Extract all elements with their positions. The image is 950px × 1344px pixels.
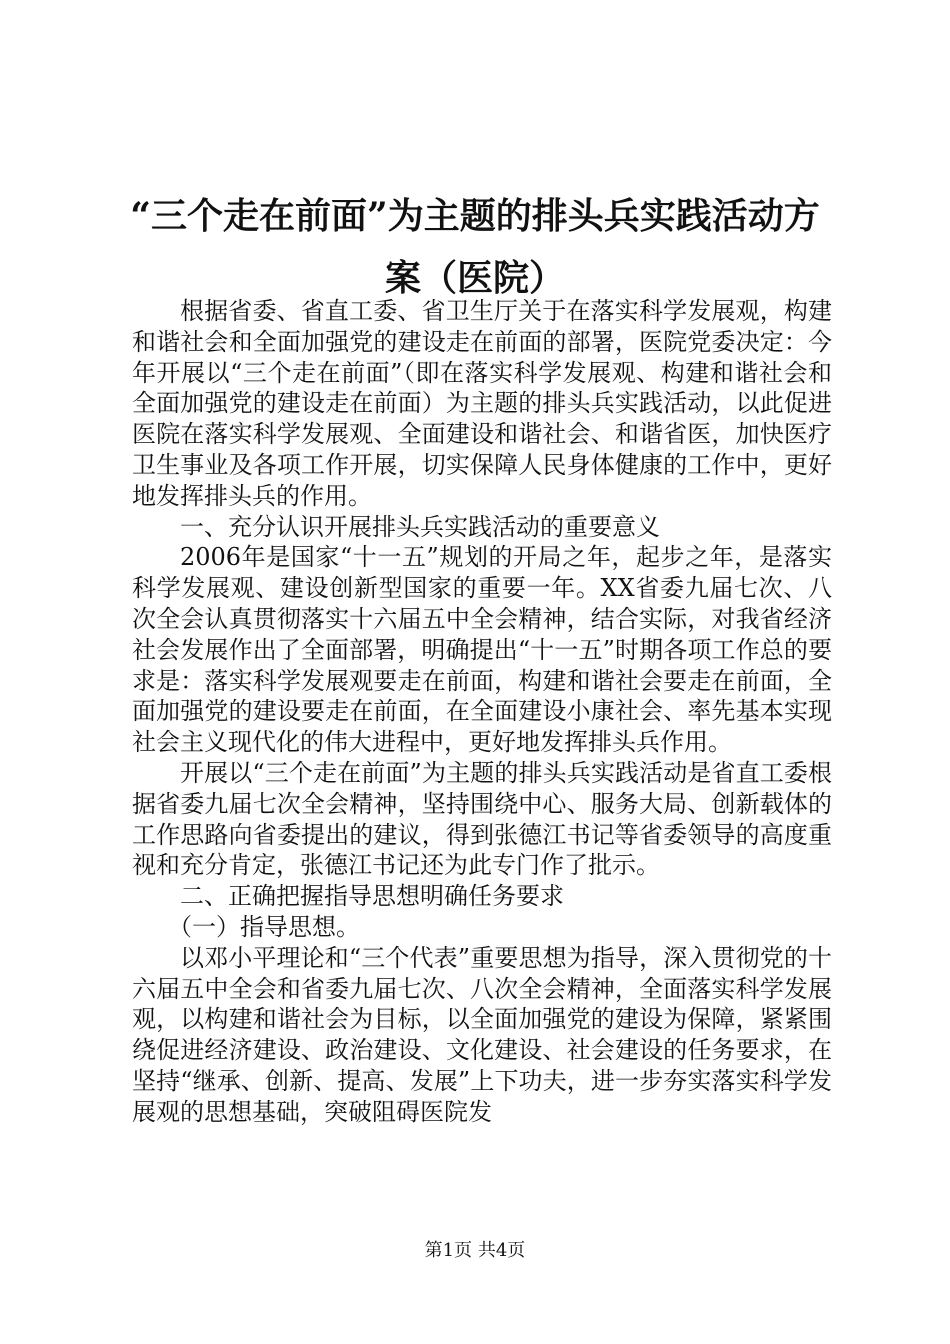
paragraph-activity: 开展以“三个走在前面”为主题的排头兵实践活动是省直工委根据省委九届七次全会精神，坚持围绕中心、服务大局、创新载体的工作思路向省委提出的建议，得到张德江书记等省委领导的高度重视和充分肯定，张德江书记还为此专门作了批示。 — [132, 758, 832, 880]
paragraph-2006: 2006年是国家“十一五”规划的开局之年，起步之年，是落实科学发展观、建设创新型国家的重要一年。XX省委九届七次、八次全会认真贯彻落实十六届五中全会精神，结合实际，对我省经济社会发展作出了全面部署，明确提出“十一五”时期各项工作总的要求是：落实科学发展观要走在前面，构建和谐社会要走在前面，全面加强党的建设要走在前面，在全面建设小康社会、率先基本实现社会主义现代化的伟大进程中，更好地发挥排头兵作用。 — [132, 543, 832, 757]
page-footer: 第1页 共4页 — [424, 1240, 526, 1261]
document-body — [132, 296, 832, 1128]
section-heading-2: 二、正确把握指导思想明确任务要求 — [180, 882, 564, 911]
document-title: “三个走在前面”为主题的排头兵实践活动方案（医院） — [130, 195, 820, 299]
paragraph-guiding-thought: 以邓小平理论和“三个代表”重要思想为指导，深入贯彻党的十六届五中全会和省委九届七次、八次全会精神，全面落实科学发展观，以构建和谐社会为目标，以全面加强党的建设为保障，紧紧围绕促进经济建设、政治建设、文化建设、社会建设的任务要求，在坚持“继承、创新、提高、发展”上下功夫，进一步夯实落实科学发展观的思想基础，突破阻碍医院发 — [132, 943, 832, 1126]
paragraph-intro: 根据省委、省直工委、省卫生厅关于在落实科学发展观，构建和谐社会和全面加强党的建设走在前面的部署，医院党委决定：今年开展以“三个走在前面”（即在落实科学发展观、构建和谐社会和全面加强党的建设走在前面）为主题的排头兵实践活动，以此促进医院在落实科学发展观、全面建设和谐社会、和谐省医，加快医疗卫生事业及各项工作开展，切实保障人民身体健康的工作中，更好地发挥排头兵的作用。 — [132, 297, 832, 510]
section-heading-1: 一、充分认识开展排头兵实践活动的重要意义 — [180, 512, 660, 541]
subsection-heading-guiding-thought: （一）指导思想。 — [168, 912, 360, 941]
